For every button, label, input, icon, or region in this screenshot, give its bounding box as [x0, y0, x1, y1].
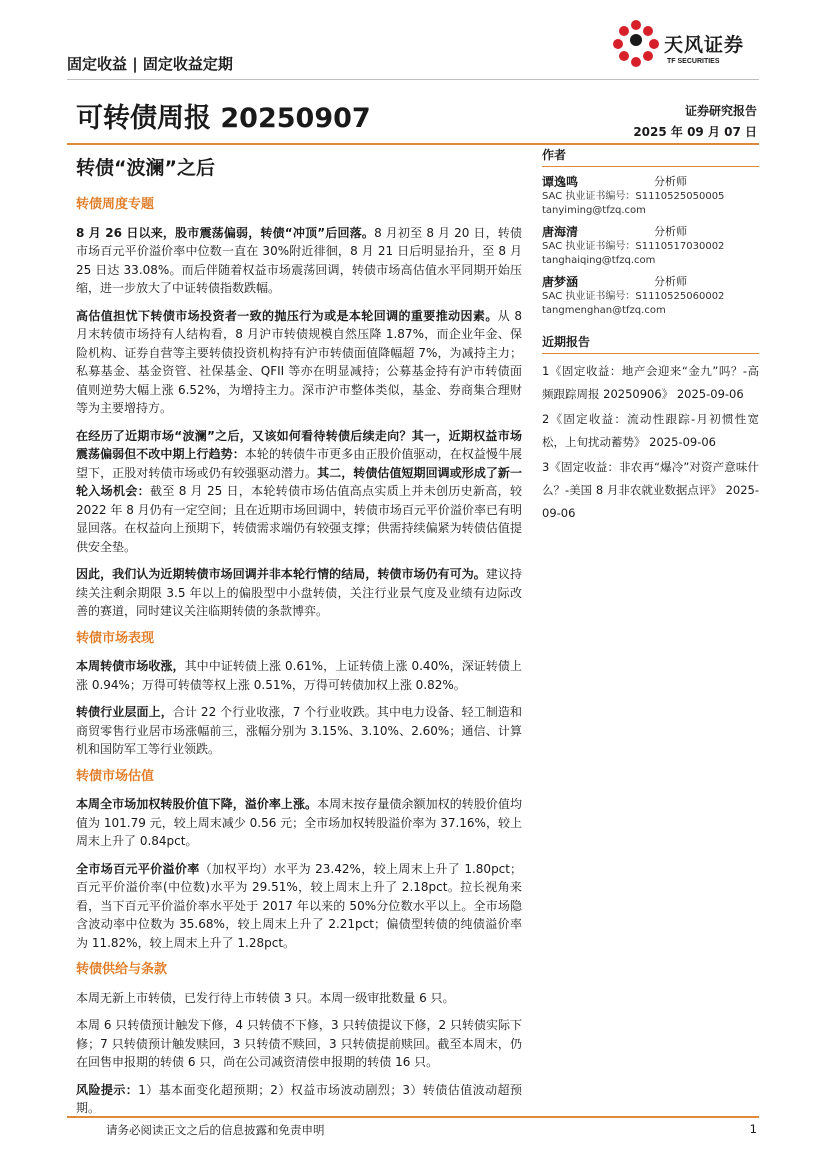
author-card — [542, 273, 759, 318]
author-sac: SAC 执业证书编号：S1110517030002 — [542, 241, 725, 252]
paragraph-lead: 8 月 26 日以来，股市震荡偏弱，转债“冲顶”后回落。 — [76, 225, 375, 240]
authors-heading: 作者 — [542, 144, 759, 167]
section-heading: 转债周度专题 — [76, 197, 155, 212]
paragraph — [76, 565, 522, 621]
paragraph — [76, 224, 522, 298]
footer-disclaimer: 请务必阅读正文之后的信息披露和免责申明 — [106, 1123, 325, 1137]
paragraph — [76, 1081, 522, 1118]
page-title: 可转债周报 20250907 — [76, 103, 371, 134]
brand-name-cn: 天风证券 — [664, 34, 745, 56]
tf-logo-icon — [610, 18, 662, 68]
author-row — [542, 273, 759, 290]
author-email[interactable]: tangmenghan@tfzq.com — [542, 305, 666, 316]
section-heading: 转债供给与条款 — [76, 962, 168, 977]
paragraph-lead: 因此，我们认为近期转债市场回调并非本轮行情的结局，转债市场仍有可为。 — [76, 567, 486, 581]
author-email[interactable]: tanghaiqing@tfzq.com — [542, 255, 656, 266]
paragraph-text: （加权平均）水平为 23.42%，较上周末上升了 1.80pct；百元平价溢价率(中位数)水平为 29.51%，较上周末上升了 2.18pct。拉长视角来看，当下百元平价溢价率水平处于 2017 年以来的 50%分位数水平以上。全市场隐含波动率中位数为 35.68%，较上周末上升了 2.21pct；偏债型转债的纯债溢价率为 11.82%，较上周末上升了 1.28pct。 — [76, 861, 522, 950]
author-name: 唐梦涵 — [542, 275, 579, 289]
recent-report-item[interactable]: 2《固定收益：流动性跟踪-月初惯性宽松，上旬扰动蓄势》 2025-09-06 — [542, 412, 759, 449]
paragraph-lead: 在经历了近期市场“波澜”之后，又该如何看待转债后续走向？其一，近期权益市场震荡偏弱但不改中期上行趋势： — [76, 428, 522, 461]
paragraph-text: 本轮的转债牛市更多由正股价值驱动，在权益慢牛展望下，正股对转债市场或仍有较强驱动潜力。 — [76, 447, 522, 480]
report-type: 证券研究报告 — [684, 104, 757, 118]
paragraph-text: 从 8 月末转债市场持有人结构看，8 月沪市转债规模自然压降 1.87%，而企业年金、保险机构、证券自营等主要转债投资机构持有沪市转债面值降幅超 7%，为减持主力；私募基金、基金资管、社保基金、QFII 等亦在明显减持；公募基金持有沪市转债面值则逆势大幅上涨 6.52%，为增持主力。深市沪市整体类似，基金、券商集合理财等为主要增持方。 — [76, 308, 522, 415]
recent-list — [542, 360, 759, 525]
top-divider — [67, 79, 759, 80]
paragraph — [76, 703, 522, 759]
paragraph — [76, 307, 522, 418]
paragraph-text: 截至 8 月 25 日，本轮转债市场估值高点实质上并未创历史新高，较 2022 年 8 月仍有一定空间；且在近期市场回调中，转债市场百元平价溢价率已有明显回落。在权益向上预期下，转债需求端仍有较强支撑；供需持续偏紧为转债估值提供安全垫。 — [76, 484, 522, 554]
paragraph-lead: 全市场百元平价溢价率 — [76, 861, 200, 876]
brand-logo — [610, 18, 760, 68]
section-heading: 转债市场表现 — [76, 630, 155, 646]
paragraph-lead: 风险提示： — [76, 1082, 139, 1097]
footer-divider — [67, 1116, 759, 1118]
author-title: 分析师 — [654, 225, 687, 238]
paragraph — [76, 657, 522, 694]
section-heading: 转债市场估值 — [76, 768, 155, 784]
paragraph — [76, 427, 522, 557]
paragraph-text: 8 月初至 8 月 20 日，转债市场百元平价溢价率中位数一直在 30%附近徘徊，8 月 21 日后明显抬升，至 8 月 25 日达 33.08%。而后伴随着权益市场震荡回调，转债市场高估值水平同期开始压缩，进一步放大了中证转债指数跌幅。 — [76, 225, 522, 295]
author-sac: SAC 执业证书编号：S1110525050005 — [542, 191, 725, 202]
paragraph-text: 合计 22 个行业收涨，7 个行业收跌。其中电力设备、轻工制造和商贸零售行业居市场涨幅前三，涨幅分别为 3.15%、3.10%、2.60%；通信、计算机和国防军工等行业领跌。 — [76, 705, 522, 756]
author-row — [542, 223, 759, 240]
paragraph-text: 建议持续关注剩余期限 3.5 年以上的偏股型中小盘转债，关注行业景气度及业绩有边际改善的赛道，同时建议关注临期转债的条款博弈。 — [76, 567, 522, 618]
author-title: 分析师 — [654, 275, 687, 288]
report-date: 2025 年 09 月 07 日 — [633, 125, 757, 139]
paragraph-text: 1）基本面变化超预期；2）权益市场波动剧烈；3）转债估值波动超预期。 — [76, 1082, 522, 1115]
paragraph-lead: 本周转债市场收涨， — [76, 659, 185, 673]
recent-reports — [542, 331, 759, 525]
recent-report-item[interactable]: 3《固定收益：非农再“爆冷”对资产意味什么？-美国 8 月非农就业数据点评》 2025-09-06 — [542, 460, 759, 520]
author-sac: SAC 执业证书编号：S1110525060002 — [542, 291, 725, 302]
paragraph-text: 本周末按存量债余额加权的转股价值均值为 101.79 元，较上周末减少 0.56 元；全市场加权转股溢价率为 37.16%，较上周末上升了 0.84pct。 — [76, 797, 522, 848]
main-content — [76, 196, 522, 1127]
paragraph-lead: 本周全市场加权转股价值下降，溢价率上涨。 — [76, 797, 318, 811]
paragraph — [76, 1016, 522, 1072]
paragraph-lead: 其二，转债估值短期回调或形成了新一轮入场机会： — [76, 465, 522, 498]
author-row — [542, 173, 759, 190]
recent-report-item[interactable]: 1《固定收益：地产会迎来“金九”吗？-高频跟踪周报 20250906》 2025-09-06 — [542, 364, 759, 401]
paragraph — [76, 860, 522, 953]
paragraph-lead: 高估值担忧下转债市场投资者一致的抛压行为或是本轮回调的重要推动因素。 — [76, 308, 498, 323]
author-name: 唐海清 — [542, 225, 579, 239]
page-subtitle: 转债“波澜”之后 — [76, 157, 215, 179]
recent-heading: 近期报告 — [542, 331, 759, 354]
paragraph — [76, 795, 522, 851]
paragraph-text: 其中中证转债上涨 0.61%，上证转债上涨 0.40%，深证转债上涨 0.94%；万得可转债等权上涨 0.51%，万得可转债加权上涨 0.82%。 — [76, 659, 522, 692]
breadcrumb: 固定收益 | 固定收益定期 — [67, 55, 233, 73]
author-name: 谭逸鸣 — [542, 175, 579, 189]
page-number: 1 — [749, 1122, 757, 1136]
author-email[interactable]: tanyiming@tfzq.com — [542, 205, 646, 216]
author-card — [542, 223, 759, 268]
paragraph — [76, 989, 522, 1008]
paragraph-text: 本周无新上市转债，已发行待上市转债 3 只。本周一级审批数量 6 只。 — [76, 990, 455, 1005]
author-card — [542, 173, 759, 218]
author-list — [542, 173, 759, 318]
paragraph-text: 本周 6 只转债预计触发下修，4 只转债不下修，3 只转债提议下修，2 只转债实际下修；7 只转债预计触发赎回，3 只转债不赎回，3 只转债提前赎回。截至本周末，仍在回售申报期的转债 6 只，尚在公司减资清偿申报期的转债 16 只。 — [76, 1018, 522, 1069]
paragraph-lead: 转债行业层面上， — [76, 705, 173, 719]
brand-name-en: TF SECURITIES — [667, 58, 720, 65]
author-title: 分析师 — [654, 175, 687, 188]
sidebar — [542, 144, 759, 527]
